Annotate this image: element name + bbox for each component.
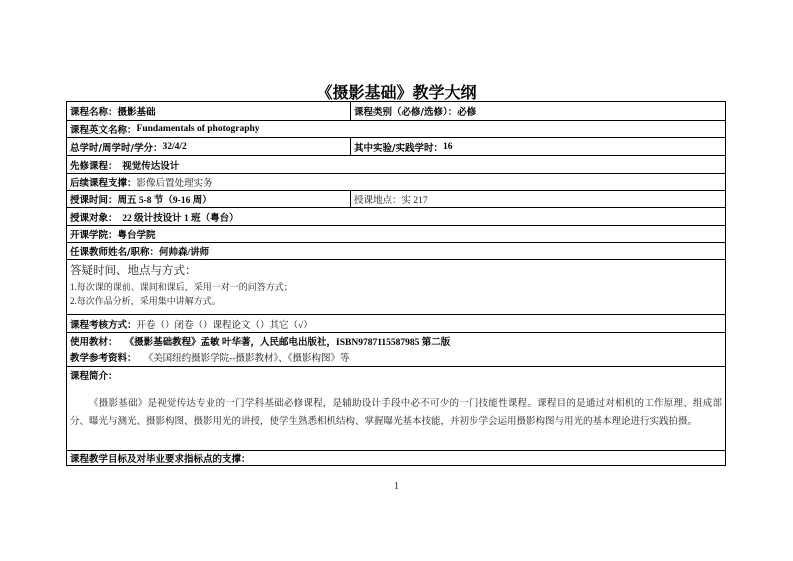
- row-hours: [67, 137, 725, 155]
- hours-value: 32/4/2: [162, 141, 187, 152]
- office-hours-item: 2.每次作品分析，采用集中讲解方式。: [70, 296, 221, 306]
- college-cell: [67, 226, 725, 242]
- row-schedule: [67, 190, 725, 207]
- schedule-value: 周五 5-8 节（9-16 周）: [117, 196, 212, 206]
- introduction-cell: [67, 367, 725, 450]
- textbook-value: 《摄影基础教程》孟敏 叶华著，人民邮电出版社，ISBN9787115587985 第二版: [119, 338, 451, 348]
- row-follow-up: [67, 173, 725, 190]
- row-audience: [67, 207, 725, 225]
- english-name-value: Fundamentals of photography: [136, 124, 260, 134]
- assessment-cell: [67, 315, 725, 332]
- audience-label: 授课对象：: [70, 212, 118, 224]
- document-title: 《摄影基础》教学大纲: [316, 83, 477, 102]
- office-hours-cell: [67, 260, 725, 314]
- audience-value: 22 级计技设计 1 班（粤台）: [117, 213, 239, 224]
- college-value: 粤台学院: [117, 231, 156, 241]
- english-name-cell: [67, 121, 725, 137]
- office-hours-heading: 答疑时间、地点与方式：: [70, 265, 197, 277]
- introduction-label: 课程简介：: [70, 371, 118, 382]
- course-category-value: 必修: [457, 108, 477, 118]
- teacher-value: 何帅森/讲师: [158, 248, 210, 258]
- syllabus-table: [66, 101, 726, 466]
- assessment-label: 课程考核方式：: [70, 319, 137, 331]
- references-label: 教学参考资料：: [70, 353, 137, 364]
- row-objectives: [67, 450, 725, 465]
- follow-up-label: 后续课程支撑：: [70, 178, 137, 189]
- course-category-label: 课程类别（必修/选修）：: [354, 107, 458, 118]
- prerequisite-value: 视觉传达设计: [117, 161, 180, 172]
- row-office-hours: [67, 259, 725, 314]
- row-college: [67, 225, 725, 242]
- page-number: 1: [394, 481, 399, 492]
- objectives-cell: [67, 451, 725, 465]
- objectives-label: 课程教学目标及对毕业要求指标点的支撑：: [70, 454, 251, 465]
- row-english-name: [67, 120, 725, 137]
- course-name-value: 摄影基础: [117, 108, 156, 118]
- prerequisite-label: 先修课程：: [70, 160, 118, 172]
- audience-cell: [67, 208, 725, 225]
- location-cell: [351, 191, 725, 207]
- row-assessment: [67, 314, 725, 332]
- office-hours-item: 1.每次课的课前、课间和课后，采用一对一的问答方式；: [70, 282, 293, 292]
- materials-cell: [67, 333, 725, 366]
- row-materials: [67, 332, 725, 366]
- teacher-label: 任课教师姓名/职称：: [70, 247, 159, 258]
- references-value: 《美国纽约摄影学院--摄影教材》、《摄影构图》等: [138, 354, 350, 364]
- follow-up-cell: [67, 174, 725, 190]
- textbook-label: 使用教材：: [70, 337, 118, 348]
- assessment-value: 开卷（）闭卷（）课程论文（）其它（√）: [136, 320, 313, 331]
- course-name-label: 课程名称：: [70, 107, 118, 118]
- schedule-cell: [67, 191, 351, 207]
- course-category-cell: [351, 102, 725, 120]
- course-name-cell: [67, 102, 351, 120]
- lab-hours-cell: [351, 138, 725, 155]
- row-teacher: [67, 242, 725, 259]
- prerequisite-cell: [67, 156, 725, 173]
- row-prerequisite: [67, 155, 725, 173]
- textbook-line: [70, 335, 722, 351]
- english-name-label: 课程英文名称：: [70, 125, 137, 136]
- references-line: [70, 351, 722, 366]
- teacher-cell: [67, 243, 725, 259]
- college-label: 开课学院：: [70, 230, 118, 241]
- hours-label: 总学时/周学时/学分：: [70, 142, 163, 154]
- follow-up-value: 影像后置处理实务: [136, 179, 213, 189]
- introduction-text: 《摄影基础》是视觉传达专业的一门学科基础必修课程，是辅助设计手段中必不可少的一门技能性课程。课程目的是通过对相机的工作原理、组成部分、曝光与测光、摄影构图、摄影用光的讲授，使学生熟悉相机结构、掌握曝光基本技能，并初步学会运用摄影构图与用光的基本理论进行实践拍摄。: [70, 399, 722, 427]
- lab-hours-label: 其中实验/实践学时：: [354, 142, 443, 154]
- lab-hours-value: 16: [442, 141, 453, 152]
- schedule-label: 授课时间：: [70, 195, 118, 206]
- location-label: 授课地点：: [354, 196, 402, 206]
- hours-cell: [67, 138, 351, 155]
- location-value: 实 217: [401, 196, 428, 206]
- row-introduction: [67, 366, 725, 450]
- row-course-name: [67, 102, 725, 120]
